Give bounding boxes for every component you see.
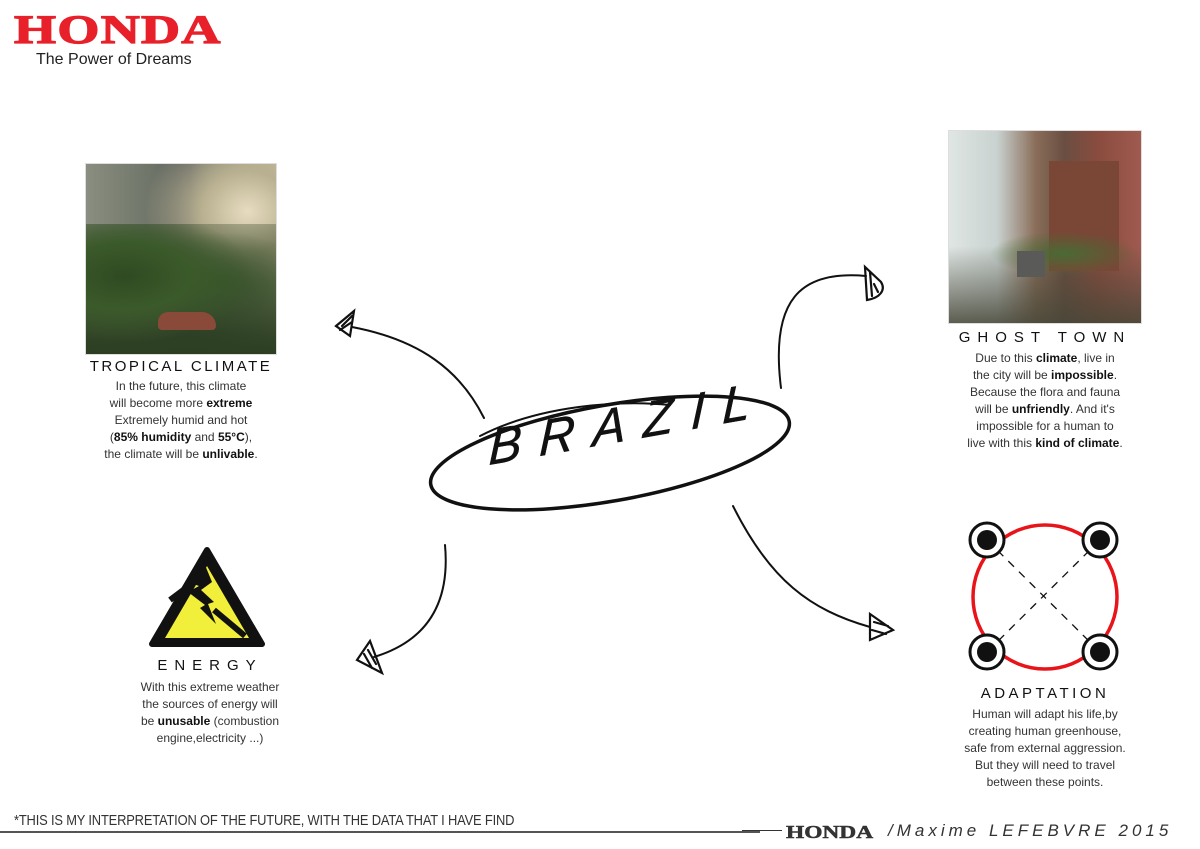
ghost-town-image [948,130,1142,324]
description-line [70,395,292,412]
description-line [935,757,1155,774]
body-text: . And it's [1069,402,1115,416]
emphasis-text: climate [1035,351,1078,365]
footer-author-rule [742,830,782,831]
body-text: Because the flora and fauna [969,385,1121,399]
energy-title: ENERGY [157,657,263,674]
emphasis-text: unfriendly [1011,402,1070,416]
emphasis-text: impossible [1051,368,1114,382]
emphasis-text: 55°C [217,430,245,444]
footer-divider [0,831,760,833]
emphasis-text: unusable [157,714,211,728]
description-line [100,730,320,747]
description-line [100,696,320,713]
arrow-to-adaptation [733,506,893,640]
body-text: the sources of energy will [142,697,278,711]
body-text: ( [109,430,114,444]
description-line [70,378,292,395]
body-text: impossible for a human to [976,419,1114,433]
description-line [70,412,292,429]
body-text: , live in [1077,351,1115,365]
emphasis-text: kind of climate [1035,436,1120,450]
adaptation-description [935,706,1155,791]
tropical-climate-title: TROPICAL CLIMATE [89,358,273,375]
tropical-climate-description [70,378,292,463]
body-text: . [1119,436,1123,450]
vines-shape [989,231,1139,276]
body-text: In the future, this climate [115,379,247,393]
description-line [100,713,320,730]
energy-description [100,679,320,747]
body-text: Due to this [975,351,1036,365]
body-text: the city will be [972,368,1051,382]
body-text: live with this [967,436,1036,450]
body-text: engine,electricity ...) [156,731,264,745]
body-text: between these points. [986,775,1104,789]
emphasis-text: 85% humidity [113,430,192,444]
car-shape [158,312,216,330]
description-line [935,401,1155,418]
description-line [935,418,1155,435]
description-line [935,367,1155,384]
body-text: will be [975,402,1012,416]
foliage-shape [86,224,276,354]
body-text: will become more [109,396,207,410]
description-line [935,350,1155,367]
emphasis-text: unlivable [202,447,255,461]
greenhouse-network-icon [970,523,1117,669]
footnote: *THIS IS MY INTERPRETATION OF THE FUTURE, WITH THE DATA THAT I HAVE FIND [14,812,515,829]
body-text: and [191,430,218,444]
body-text: safe from external aggression. [964,741,1126,755]
body-text: be [140,714,158,728]
body-text: creating human greenhouse, [968,724,1122,738]
footer-author: /Maxime LEFEBVRE 2015 [888,821,1173,840]
description-line [935,706,1155,723]
description-line [70,446,292,463]
arrow-to-ghost-town [779,267,883,388]
adaptation-title: ADAPTATION [980,685,1110,702]
ghost-town-title: GHOST TOWN [958,329,1132,346]
description-line [935,740,1155,757]
body-text: With this extreme weather [140,680,280,694]
ghost-town-description [935,350,1155,452]
description-line [935,723,1155,740]
description-line [100,679,320,696]
center-label: BRAZIL [487,369,769,477]
tropical-climate-image [85,163,277,355]
body-text: Extremely humid and hot [114,413,248,427]
description-line [935,774,1155,791]
arrow-to-tropical [336,311,484,418]
body-text: But they will need to travel [974,758,1116,772]
description-line [70,429,292,446]
honda-logo: HONDA [14,7,222,52]
body-text: . [1113,368,1118,382]
arrow-to-energy [357,545,446,673]
truck-shape [1017,251,1045,277]
body-text: the climate will be [104,447,203,461]
body-text: (combustion [210,714,280,728]
description-line [935,435,1155,452]
body-text: Human will adapt his life,by [972,707,1118,721]
body-text: . [254,447,258,461]
emphasis-text: extreme [206,396,253,410]
high-voltage-warning-icon [152,550,262,644]
description-line [935,384,1155,401]
body-text: ), [244,430,253,444]
honda-tagline: The Power of Dreams [36,51,192,68]
footer-honda-logo: HONDA [786,822,874,842]
